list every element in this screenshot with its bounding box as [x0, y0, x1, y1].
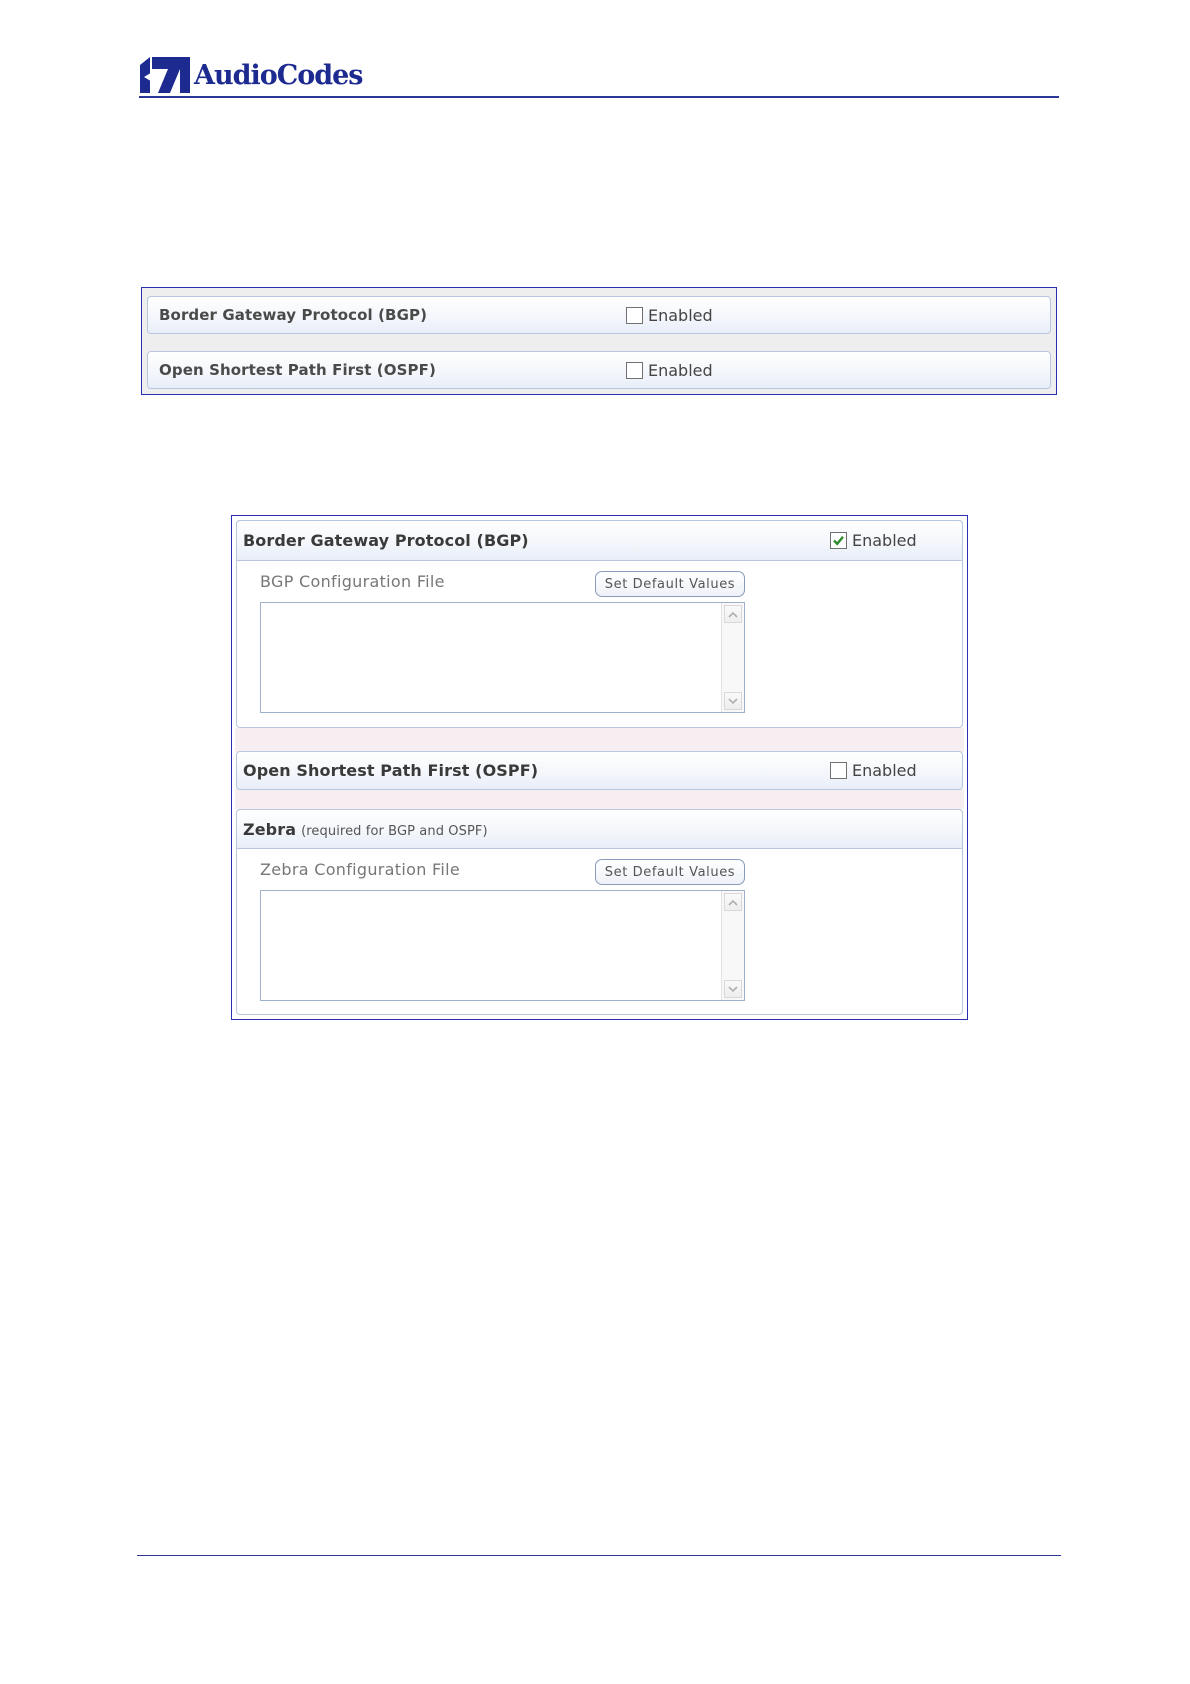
checkbox-box[interactable]: [830, 532, 847, 549]
ospf-section-title: Open Shortest Path First (OSPF): [159, 361, 436, 379]
ospf-section-header: [147, 351, 1051, 389]
checkbox-box[interactable]: [626, 307, 643, 324]
brand-name: AudioCodes: [194, 59, 363, 91]
scroll-down-button[interactable]: [724, 692, 742, 710]
chevron-up-icon: [728, 611, 738, 618]
chevron-down-icon: [728, 698, 738, 705]
scroll-down-button[interactable]: [724, 980, 742, 998]
chevron-up-icon: [728, 899, 738, 906]
bgp-enabled-checkbox[interactable]: [830, 531, 917, 550]
section-gap: [235, 789, 964, 809]
zebra-set-default-values-button[interactable]: Set Default Values: [595, 859, 745, 885]
footer-rule: [137, 1555, 1061, 1556]
chevron-down-icon: [728, 986, 738, 993]
routing-protocols-expanded-figure: [231, 515, 968, 1020]
checkbox-label: Enabled: [852, 761, 917, 780]
scroll-up-button[interactable]: [724, 893, 742, 911]
zebra-config-file-textarea[interactable]: [260, 890, 745, 1001]
checkbox-label: Enabled: [648, 305, 713, 325]
zebra-section: [236, 809, 963, 1015]
bgp-section-title: Border Gateway Protocol (BGP): [243, 531, 529, 550]
bgp-set-default-values-button[interactable]: Set Default Values: [595, 571, 745, 597]
bgp-enabled-checkbox[interactable]: [626, 306, 713, 325]
bgp-config-file-textarea[interactable]: [260, 602, 745, 713]
checkmark-icon: [831, 533, 846, 548]
zebra-config-file-label: Zebra Configuration File: [260, 860, 460, 879]
ospf-section-title: Open Shortest Path First (OSPF): [243, 761, 539, 780]
checkbox-label: Enabled: [852, 531, 917, 550]
bgp-section-header: [236, 520, 963, 561]
zebra-section-header: [236, 809, 963, 849]
audiocodes-logo: [140, 55, 362, 95]
bgp-section-title: Border Gateway Protocol (BGP): [159, 306, 428, 324]
checkbox-label: Enabled: [648, 360, 713, 380]
zebra-title: Zebra: [243, 819, 297, 839]
audiocodes-logo-icon: [140, 57, 190, 93]
ospf-section-header: [236, 751, 963, 790]
section-gap: [235, 728, 964, 752]
vertical-scrollbar[interactable]: [721, 891, 744, 1000]
ospf-enabled-checkbox[interactable]: [626, 361, 713, 380]
scroll-up-button[interactable]: [724, 605, 742, 623]
vertical-scrollbar[interactable]: [721, 603, 744, 712]
header-rule: [139, 96, 1059, 98]
zebra-subtitle: (required for BGP and OSPF): [301, 823, 488, 839]
ospf-enabled-checkbox[interactable]: [830, 761, 917, 780]
bgp-section-header: [147, 296, 1051, 334]
checkbox-box[interactable]: [830, 762, 847, 779]
checkbox-box[interactable]: [626, 362, 643, 379]
bgp-config-file-label: BGP Configuration File: [260, 572, 445, 591]
bgp-section: [236, 520, 963, 728]
routing-protocols-collapsed-figure: [141, 287, 1057, 395]
zebra-section-title: [243, 820, 488, 839]
